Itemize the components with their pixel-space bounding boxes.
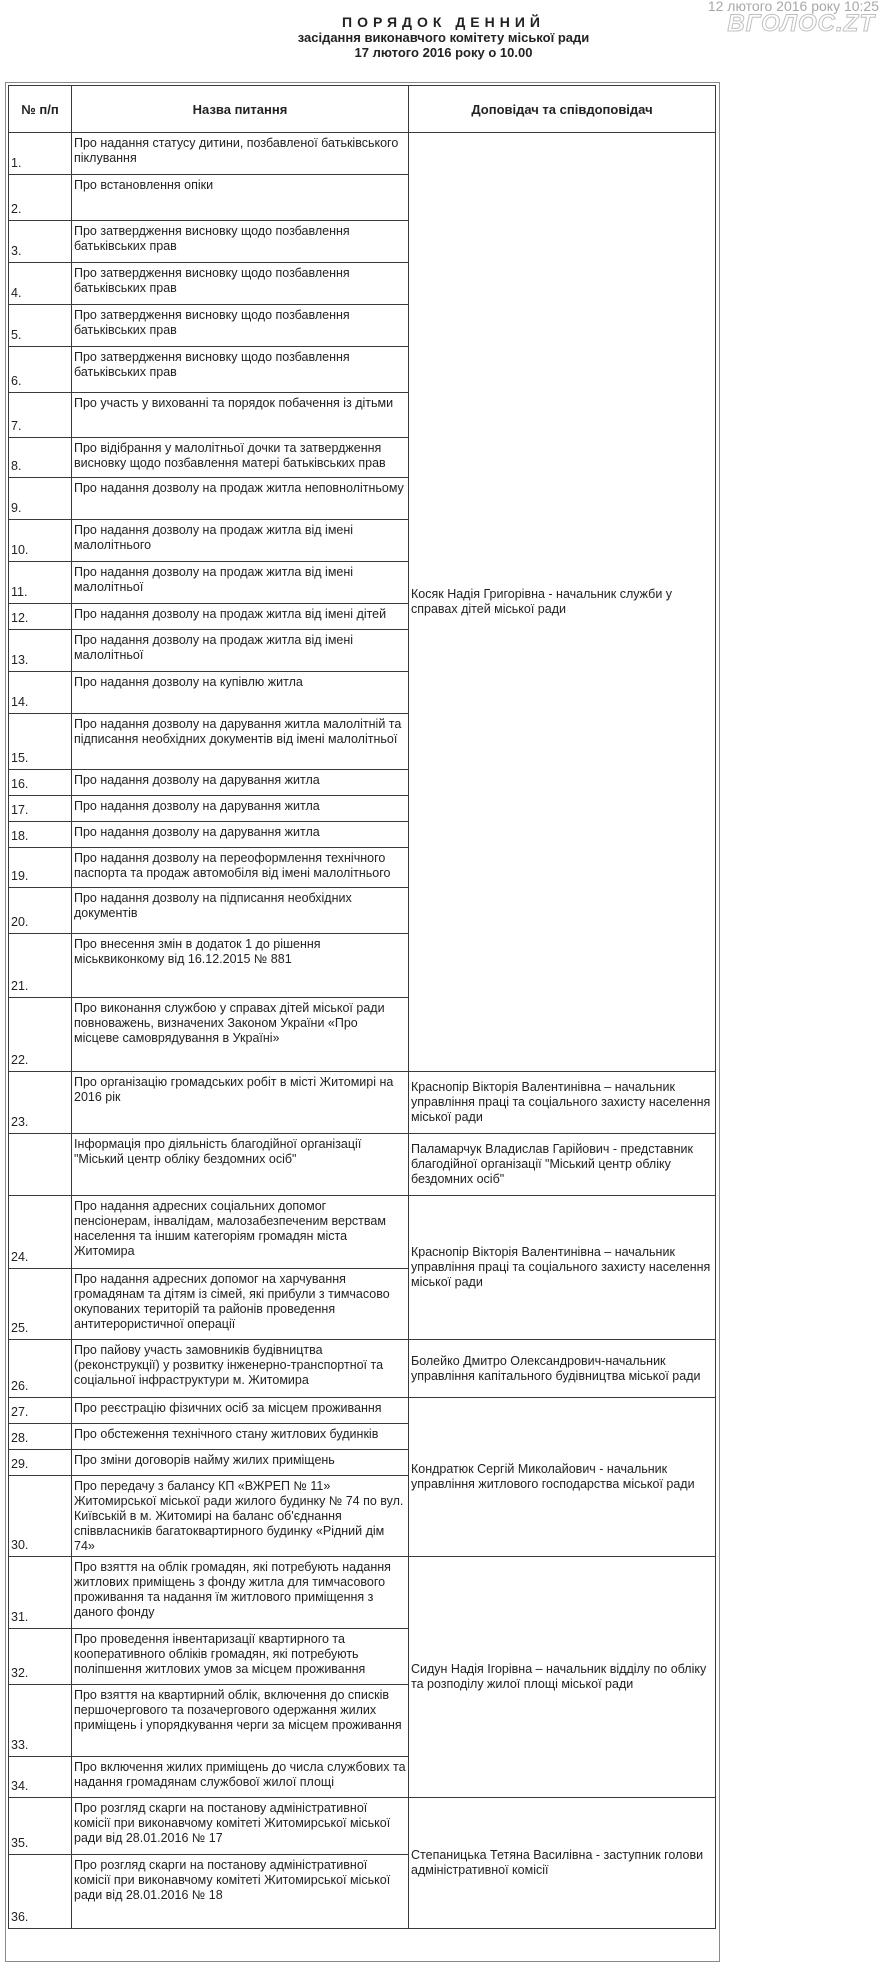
item-title: Про затвердження висновку щодо позбавлення батьківських прав xyxy=(72,263,409,305)
item-number: 19. xyxy=(9,848,72,888)
item-number: 18. xyxy=(9,822,72,848)
speaker-cell: Краснопір Вікторія Валентинівна – начальник управління праці та соціального захисту населення міської ради xyxy=(409,1072,716,1134)
item-number: 5. xyxy=(9,305,72,347)
item-title: Про надання дозволу на дарування житла xyxy=(72,796,409,822)
watermark-date: 12 лютого 2016 року 10:25 xyxy=(707,0,879,14)
item-number: 20. xyxy=(9,888,72,934)
item-title: Про внесення змін в додаток 1 до рішення міськвиконкому від 16.12.2015 № 881 xyxy=(72,934,409,998)
table-row xyxy=(9,133,716,175)
item-title: Про зміни договорів найму жилих приміщень xyxy=(72,1450,409,1476)
item-title: Про надання дозволу на підписання необхідних документів xyxy=(72,888,409,934)
item-number: 2. xyxy=(9,175,72,221)
meeting-date: 17 лютого 2016 року о 10.00 xyxy=(354,45,533,60)
speaker-cell: Степаницька Тетяна Василівна - заступник голови адміністративної комісії xyxy=(409,1798,716,1929)
item-title: Про затвердження висновку щодо позбавлення батьківських прав xyxy=(72,347,409,393)
speaker-cell: Сидун Надія Ігорівна – начальник відділу по обліку та розподілу жилої площі міської ради xyxy=(409,1557,716,1798)
item-title: Про надання дозволу на переоформлення технічного паспорта та продаж автомобіля від імені малолітнього xyxy=(72,848,409,888)
item-number: 16. xyxy=(9,770,72,796)
item-title: Про проведення інвентаризації квартирного та кооперативного обліків громадян, які потребують поліпшення житлових умов за місцем проживання xyxy=(72,1629,409,1685)
item-number: 24. xyxy=(9,1196,72,1269)
item-number: 1. xyxy=(9,133,72,175)
document-subtitle: засідання виконавчого комітету міської ради xyxy=(297,30,590,45)
table-header-row xyxy=(9,86,716,133)
item-title: Про надання дозволу на купівлю житла xyxy=(72,672,409,714)
item-number: 25. xyxy=(9,1269,72,1340)
speaker-cell: Краснопір Вікторія Валентинівна – начальник управління праці та соціального захисту населення міської ради xyxy=(409,1196,716,1340)
item-number: 23. xyxy=(9,1072,72,1134)
item-title: Про надання адресних допомог на харчування громадянам та дітям із сімей, які прибули з тимчасово окупованих територій та районів проведення антитерористичної операції xyxy=(72,1269,409,1340)
speaker-cell: Паламарчук Владислав Гарійович - представник благодійної організації "Міський центр обліку бездомних осіб" xyxy=(409,1134,716,1196)
column-header-speaker: Доповідач та співдоповідач xyxy=(409,86,716,133)
item-number: 35. xyxy=(9,1798,72,1855)
item-number: 11. xyxy=(9,562,72,604)
item-number: 8. xyxy=(9,438,72,478)
item-number: 33. xyxy=(9,1685,72,1757)
item-title: Про передачу з балансу КП «ВЖРЕП № 11» Житомирської міської ради жилого будинку № 74 по вул. Київській в м. Житомирі на баланс об'єднання співвласників багатоквартирного будинку «Рідний дім 74» xyxy=(72,1476,409,1557)
item-number: 3. xyxy=(9,221,72,263)
speaker-cell: Кондратюк Сергій Миколайович - начальник управління житлового господарства міської ради xyxy=(409,1398,716,1557)
item-title: Про надання дозволу на продаж житла від імені дітей xyxy=(72,604,409,630)
item-title: Про встановлення опіки xyxy=(72,175,409,221)
item-number: 6. xyxy=(9,347,72,393)
item-number: 34. xyxy=(9,1757,72,1798)
site-logo: ВГОЛОС.ZT xyxy=(727,10,875,37)
item-title: Про затвердження висновку щодо позбавлення батьківських прав xyxy=(72,221,409,263)
item-title: Про надання дозволу на продаж житла неповнолітньому xyxy=(72,478,409,520)
speaker-cell: Косяк Надія Григорівна - начальник служби у справах дітей міської ради xyxy=(409,133,716,1072)
item-number: 28. xyxy=(9,1424,72,1450)
table-row xyxy=(9,1072,716,1134)
item-title: Про надання дозволу на дарування житла xyxy=(72,770,409,796)
item-number: 10. xyxy=(9,520,72,562)
item-title: Інформація про діяльність благодійної організації "Міський центр обліку бездомних осіб" xyxy=(72,1134,409,1196)
item-title: Про надання дозволу на продаж житла від імені малолітньої xyxy=(72,630,409,672)
table-row xyxy=(9,1798,716,1855)
item-number: 26. xyxy=(9,1340,72,1398)
item-title: Про включення жилих приміщень до числа службових та надання громадянам службової жилої площі xyxy=(72,1757,409,1798)
item-title: Про надання адресних соціальних допомог пенсіонерам, інвалідам, малозабезпеченим верствам населення та іншим категоріям громадян міста Житомира xyxy=(72,1196,409,1269)
item-number: 27. xyxy=(9,1398,72,1424)
table-row xyxy=(9,1340,716,1398)
item-number: 21. xyxy=(9,934,72,998)
item-title: Про затвердження висновку щодо позбавлення батьківських прав xyxy=(72,305,409,347)
column-header-number: № п/п xyxy=(9,86,72,133)
item-title: Про надання дозволу на продаж житла від імені малолітньої xyxy=(72,562,409,604)
column-header-title: Назва питання xyxy=(72,86,409,133)
table-row xyxy=(9,1196,716,1269)
item-title: Про надання дозволу на дарування житла xyxy=(72,822,409,848)
item-title: Про виконання службою у справах дітей міської ради повноважень, визначених Законом України «Про місцеве самоврядування в Україні» xyxy=(72,998,409,1072)
item-title: Про надання дозволу на дарування житла малолітній та підписання необхідних документів від імені малолітньої xyxy=(72,714,409,770)
table-row xyxy=(9,1398,716,1424)
item-number: 15. xyxy=(9,714,72,770)
item-title: Про взяття на квартирний облік, включення до списків першочергового та позачергового одержання жилих приміщень і упорядкування черги за місцем проживання xyxy=(72,1685,409,1757)
item-title: Про обстеження технічного стану житлових будинків xyxy=(72,1424,409,1450)
item-number: 29. xyxy=(9,1450,72,1476)
item-number: 9. xyxy=(9,478,72,520)
item-title: Про організацію громадських робіт в місті Житомирі на 2016 рік xyxy=(72,1072,409,1134)
document-header xyxy=(0,14,887,60)
item-number: 14. xyxy=(9,672,72,714)
table-row xyxy=(9,1134,716,1196)
table-row xyxy=(9,1557,716,1629)
item-title: Про пайову участь замовників будівництва (реконструкції) у розвитку інженерно-транспортної та соціальної інфраструктури м. Житомира xyxy=(72,1340,409,1398)
item-number: 32. xyxy=(9,1629,72,1685)
item-title: Про надання дозволу на продаж житла від імені малолітнього xyxy=(72,520,409,562)
item-number: 4. xyxy=(9,263,72,305)
item-title: Про надання статусу дитини, позбавленої батьківського піклування xyxy=(72,133,409,175)
item-title: Про відібрання у малолітньої дочки та затвердження висновку щодо позбавлення матері батьківських прав xyxy=(72,438,409,478)
item-title: Про реєстрацію фізичних осіб за місцем проживання xyxy=(72,1398,409,1424)
item-number: 12. xyxy=(9,604,72,630)
item-title: Про розгляд скарги на постанову адміністративної комісії при виконавчому комітеті Житомирської міської ради від 28.01.2016 № 17 xyxy=(72,1798,409,1855)
speaker-cell: Болейко Дмитро Олександрович-начальник управління капітального будівництва міської ради xyxy=(409,1340,716,1398)
item-number: 17. xyxy=(9,796,72,822)
item-number: 13. xyxy=(9,630,72,672)
item-title: Про взяття на облік громадян, які потребують надання житлових приміщень з фонду житла для тимчасового проживання та надання їм житлового приміщення з даного фонду xyxy=(72,1557,409,1629)
item-title: Про розгляд скарги на постанову адміністративної комісії при виконавчому комітеті Житомирської міської ради від 28.01.2016 № 18 xyxy=(72,1855,409,1929)
item-title: Про участь у вихованні та порядок побачення із дітьми xyxy=(72,393,409,438)
item-number: 36. xyxy=(9,1855,72,1929)
agenda-table xyxy=(8,85,716,1929)
item-number: 31. xyxy=(9,1557,72,1629)
item-number xyxy=(9,1134,72,1196)
item-number: 22. xyxy=(9,998,72,1072)
document-title: ПОРЯДОК ДЕННИЙ xyxy=(342,14,545,30)
item-number: 30. xyxy=(9,1476,72,1557)
item-number: 7. xyxy=(9,393,72,438)
